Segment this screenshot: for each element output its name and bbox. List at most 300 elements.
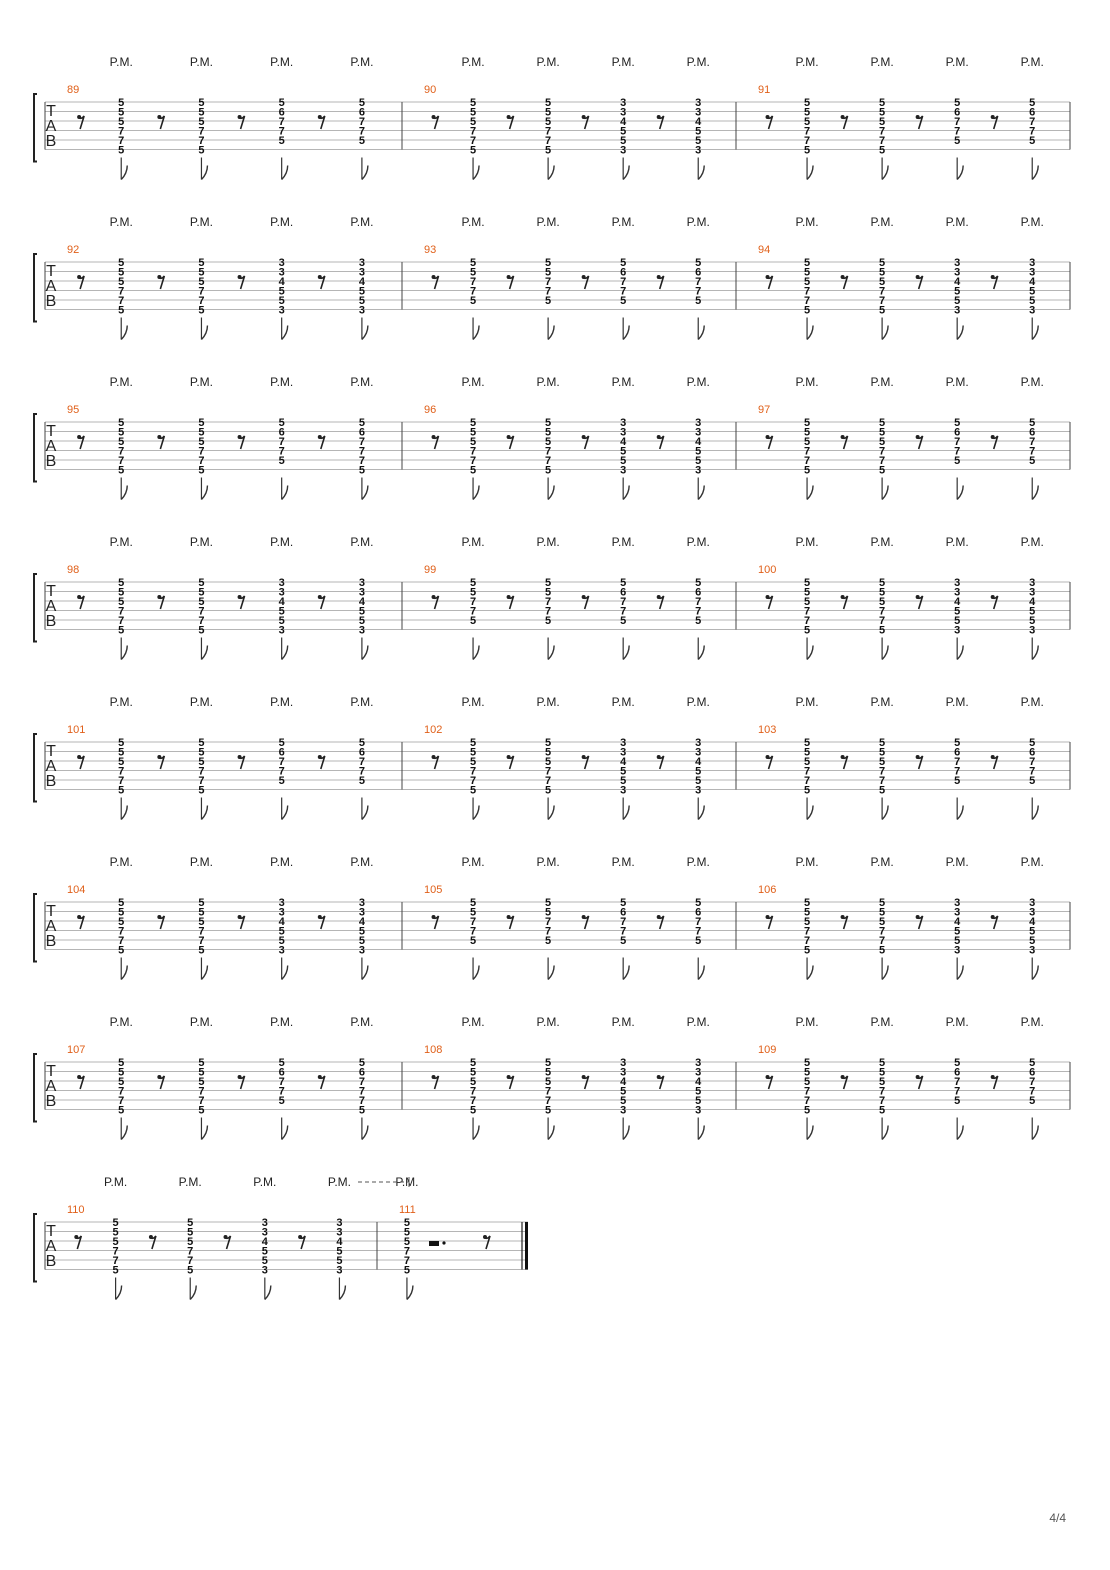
- fret-number: 4: [695, 116, 702, 128]
- eighth-rest-dot: [238, 115, 242, 119]
- palm-mute-label: P.M.: [461, 1015, 485, 1029]
- fret-number: 5: [469, 436, 477, 448]
- note-flag: [548, 806, 554, 820]
- fret-number: 3: [620, 784, 627, 797]
- tab-clef-letter: T: [46, 263, 56, 280]
- fret-number: 5: [545, 417, 552, 429]
- palm-mute-label: P.M.: [109, 535, 133, 549]
- fret-number: 5: [118, 746, 125, 759]
- eighth-rest-dot: [916, 595, 920, 599]
- fret-number: 3: [278, 586, 285, 599]
- fret-number: 3: [358, 897, 365, 909]
- palm-mute-label: P.M.: [461, 215, 485, 229]
- measure-number: 93: [424, 244, 437, 256]
- palm-mute-label: P.M.: [350, 375, 374, 389]
- measure: [67, 1175, 377, 1300]
- palm-mute-label: P.M.: [611, 535, 635, 549]
- note-flag: [473, 806, 479, 820]
- note-flag: [623, 966, 629, 980]
- measure: [67, 695, 402, 820]
- fret-number: 5: [358, 417, 365, 429]
- fret-number: 5: [695, 125, 702, 138]
- fret-number: 5: [469, 906, 477, 919]
- eighth-rest-dot: [841, 595, 845, 599]
- note-flag: [201, 966, 207, 980]
- note-flag: [282, 806, 288, 820]
- eighth-rest-dot: [657, 1075, 661, 1079]
- tab-system: [34, 1175, 528, 1300]
- note-flag: [807, 806, 813, 820]
- note-flag: [807, 646, 813, 660]
- tab-clef-letter: B: [45, 293, 57, 310]
- fret-number: 4: [954, 916, 961, 928]
- fret-number: 3: [620, 144, 627, 157]
- fret-number: 5: [358, 295, 365, 307]
- fret-number: 5: [803, 144, 811, 157]
- fret-number: 5: [620, 765, 627, 778]
- measure-number: 92: [67, 244, 80, 256]
- palm-mute-label: P.M.: [461, 855, 485, 869]
- eighth-rest-dot: [841, 275, 845, 279]
- fret-number: 5: [118, 257, 125, 269]
- fret-number: 5: [469, 97, 477, 109]
- fret-number: 3: [358, 266, 365, 279]
- eighth-rest-dot: [507, 115, 511, 119]
- fret-number: 5: [198, 464, 205, 477]
- fret-number: 5: [879, 746, 886, 759]
- fret-number: 4: [695, 436, 702, 448]
- fret-number: 5: [879, 417, 886, 429]
- fret-number: 3: [695, 464, 702, 477]
- fret-number: 7: [879, 1095, 886, 1107]
- measure: [758, 375, 1070, 500]
- fret-number: 3: [278, 577, 285, 589]
- fret-number: 5: [469, 577, 477, 589]
- fret-number: 7: [695, 605, 702, 618]
- measure-number: 105: [424, 884, 443, 896]
- note-flag: [282, 646, 288, 660]
- tab-clef-letter: T: [46, 423, 56, 440]
- palm-mute-label: P.M.: [270, 855, 294, 869]
- note-flag: [121, 1126, 127, 1140]
- palm-mute-label: P.M.: [1020, 535, 1044, 549]
- fret-number: 5: [803, 276, 811, 288]
- fret-number: 5: [803, 1104, 811, 1117]
- fret-number: 7: [620, 276, 627, 288]
- fret-number: 7: [198, 925, 205, 938]
- fret-number: 5: [803, 417, 811, 429]
- fret-number: 5: [403, 1264, 410, 1277]
- fret-number: 7: [803, 935, 811, 947]
- eighth-rest-dot: [841, 755, 845, 759]
- eighth-rest-dot: [766, 115, 770, 119]
- fret-number: 7: [118, 445, 125, 458]
- fret-number: 7: [469, 916, 477, 928]
- measure: [395, 1175, 528, 1300]
- fret-number: 7: [803, 1085, 811, 1098]
- fret-number: 5: [469, 935, 477, 947]
- fret-number: 7: [545, 125, 552, 138]
- fret-number: 5: [545, 897, 552, 909]
- fret-number: 5: [118, 426, 125, 439]
- fret-number: 3: [278, 624, 285, 637]
- fret-number: 5: [879, 144, 886, 157]
- note-flag: [1032, 646, 1038, 660]
- fret-number: 3: [954, 897, 961, 909]
- fret-number: 5: [695, 1085, 702, 1098]
- fret-number: 4: [1029, 596, 1036, 608]
- measure: [67, 215, 402, 340]
- fret-number: 5: [879, 897, 886, 909]
- fret-number: 3: [358, 257, 365, 269]
- fret-number: 7: [954, 1085, 961, 1098]
- eighth-rest-dot: [432, 275, 436, 279]
- fret-number: 3: [620, 106, 627, 119]
- note-flag: [548, 646, 554, 660]
- note-flag: [473, 486, 479, 500]
- fret-number: 7: [954, 765, 961, 778]
- palm-mute-label: P.M.: [461, 375, 485, 389]
- fret-number: 5: [620, 1085, 627, 1098]
- palm-mute-label: P.M.: [270, 695, 294, 709]
- fret-number: 3: [620, 1104, 627, 1117]
- measure-number: 100: [758, 564, 777, 576]
- palm-mute-label: P.M.: [536, 215, 560, 229]
- fret-number: 7: [278, 436, 285, 448]
- measure: [67, 55, 402, 180]
- fret-number: 7: [118, 925, 125, 938]
- palm-mute-label: P.M.: [795, 855, 819, 869]
- palm-mute-label: P.M.: [611, 1015, 635, 1029]
- fret-number: 3: [954, 624, 961, 637]
- eighth-rest-dot: [991, 595, 995, 599]
- fret-number: 7: [469, 135, 477, 147]
- note-flag: [623, 166, 629, 180]
- note-flag: [698, 806, 704, 820]
- palm-mute-label: P.M.: [536, 55, 560, 69]
- fret-number: 4: [261, 1236, 268, 1248]
- fret-number: 7: [803, 125, 811, 138]
- tab-system: [34, 1015, 1070, 1140]
- note-flag: [957, 646, 963, 660]
- fret-number: 5: [118, 1104, 125, 1117]
- fret-number: 7: [879, 295, 886, 307]
- note-flag: [121, 486, 127, 500]
- eighth-rest-dot: [582, 435, 586, 439]
- fret-number: 7: [545, 445, 552, 458]
- fret-number: 5: [545, 1104, 552, 1117]
- fret-number: 3: [336, 1264, 343, 1277]
- fret-number: 5: [278, 935, 285, 947]
- fret-number: 5: [545, 464, 552, 477]
- fret-number: 5: [278, 615, 285, 627]
- fret-number: 5: [118, 897, 125, 909]
- fret-number: 7: [198, 285, 205, 298]
- fret-number: 7: [118, 125, 125, 138]
- note-flag: [1032, 166, 1038, 180]
- fret-number: 5: [198, 756, 205, 768]
- palm-mute-label: P.M.: [270, 375, 294, 389]
- fret-number: 7: [1029, 445, 1036, 458]
- fret-number: 3: [695, 1057, 702, 1069]
- eighth-rest-dot: [157, 755, 161, 759]
- eighth-rest-dot: [766, 1075, 770, 1079]
- fret-number: 7: [198, 605, 205, 618]
- fret-number: 5: [1029, 935, 1036, 947]
- eighth-rest-dot: [77, 1075, 81, 1079]
- palm-mute-label: P.M.: [945, 855, 969, 869]
- eighth-rest-dot: [238, 915, 242, 919]
- fret-number: 5: [118, 464, 125, 477]
- fret-number: 5: [469, 1076, 477, 1088]
- measure-number: 89: [67, 84, 80, 96]
- note-flag: [957, 486, 963, 500]
- palm-mute-label: P.M.: [350, 55, 374, 69]
- fret-number: 5: [545, 586, 552, 599]
- fret-number: 5: [545, 1066, 552, 1079]
- palm-mute-label: P.M.: [327, 1175, 351, 1189]
- note-flag: [623, 646, 629, 660]
- fret-number: 5: [469, 426, 477, 439]
- note-flag: [121, 806, 127, 820]
- measure-number: 104: [67, 884, 86, 896]
- fret-number: 7: [278, 1085, 285, 1098]
- palm-mute-label: P.M.: [189, 855, 214, 869]
- palm-mute-label: P.M.: [611, 855, 635, 869]
- fret-number: 3: [1029, 304, 1036, 317]
- note-flag: [807, 326, 813, 340]
- fret-number: 5: [118, 1066, 125, 1079]
- note-flag: [121, 326, 127, 340]
- note-flag: [362, 486, 368, 500]
- fret-number: 5: [198, 916, 205, 928]
- fret-number: 5: [278, 295, 285, 307]
- note-flag: [882, 966, 888, 980]
- fret-number: 5: [358, 135, 365, 147]
- fret-number: 5: [803, 304, 811, 317]
- measure-number: 91: [758, 84, 771, 96]
- fret-number: 7: [695, 925, 702, 938]
- fret-number: 3: [1029, 624, 1036, 637]
- fret-number: 5: [620, 897, 627, 909]
- palm-mute-label: P.M.: [945, 375, 969, 389]
- palm-mute-label: P.M.: [109, 375, 133, 389]
- fret-number: 6: [620, 906, 627, 919]
- fret-number: 7: [954, 445, 961, 458]
- palm-mute-label: P.M.: [870, 55, 894, 69]
- eighth-rest-dot: [238, 755, 242, 759]
- palm-mute-label: P.M.: [795, 375, 819, 389]
- fret-number: 4: [954, 596, 961, 608]
- note-flag: [116, 1286, 122, 1300]
- fret-number: 5: [469, 586, 477, 599]
- fret-number: 3: [1029, 897, 1036, 909]
- fret-number: 5: [118, 1076, 125, 1088]
- eighth-rest-dot: [318, 275, 322, 279]
- system-bracket: [34, 414, 37, 482]
- palm-mute-label: P.M.: [611, 375, 635, 389]
- palm-mute-label: P.M.: [795, 55, 819, 69]
- fret-number: 5: [879, 116, 886, 128]
- fret-number: 3: [695, 746, 702, 759]
- fret-number: 3: [620, 746, 627, 759]
- eighth-rest-dot: [766, 595, 770, 599]
- fret-number: 5: [118, 144, 125, 157]
- fret-number: 5: [198, 596, 205, 608]
- tab-clef-letter: B: [45, 133, 57, 150]
- fret-number: 5: [620, 1095, 627, 1107]
- eighth-rest-dot: [432, 595, 436, 599]
- fret-number: 5: [358, 737, 365, 749]
- fret-number: 4: [278, 276, 285, 288]
- note-flag: [201, 326, 207, 340]
- fret-number: 7: [545, 765, 552, 778]
- tab-system: [34, 535, 1070, 660]
- fret-number: 7: [620, 605, 627, 618]
- fret-number: 6: [954, 106, 961, 119]
- fret-number: 7: [118, 615, 125, 627]
- fret-number: 3: [954, 304, 961, 317]
- fret-number: 7: [118, 765, 125, 778]
- tab-clef-letter: B: [45, 933, 57, 950]
- fret-number: 5: [803, 784, 811, 797]
- fret-number: 7: [198, 935, 205, 947]
- palm-mute-label: P.M.: [870, 535, 894, 549]
- fret-number: 5: [803, 266, 811, 279]
- fret-number: 5: [358, 464, 365, 477]
- fret-number: 7: [358, 765, 365, 778]
- tab-clef-letter: B: [45, 613, 57, 630]
- fret-number: 5: [954, 925, 961, 938]
- eighth-rest-dot: [77, 115, 81, 119]
- fret-number: 6: [954, 746, 961, 759]
- note-flag: [1032, 326, 1038, 340]
- fret-number: 5: [803, 737, 811, 749]
- fret-number: 7: [545, 455, 552, 467]
- palm-mute-label: P.M.: [611, 55, 635, 69]
- fret-number: 5: [545, 615, 552, 627]
- fret-number: 5: [545, 144, 552, 157]
- fret-number: 7: [1029, 125, 1036, 138]
- tab-system: [34, 375, 1070, 500]
- fret-number: 5: [198, 417, 205, 429]
- fret-number: 5: [198, 436, 205, 448]
- fret-number: 5: [278, 135, 285, 147]
- fret-number: 5: [278, 925, 285, 938]
- eighth-rest-dot: [77, 595, 81, 599]
- palm-mute-label: P.M.: [870, 695, 894, 709]
- palm-mute-label: P.M.: [350, 215, 374, 229]
- palm-mute-label: P.M.: [1020, 215, 1044, 229]
- eighth-rest-dot: [991, 435, 995, 439]
- fret-number: 7: [545, 925, 552, 938]
- note-flag: [201, 806, 207, 820]
- fret-number: 7: [879, 285, 886, 298]
- fret-number: 5: [198, 276, 205, 288]
- fret-number: 5: [545, 906, 552, 919]
- fret-number: 5: [198, 106, 205, 119]
- fret-number: 5: [278, 285, 285, 298]
- fret-number: 5: [358, 775, 365, 787]
- note-flag: [1032, 806, 1038, 820]
- palm-mute-label: P.M.: [870, 1015, 894, 1029]
- fret-number: 7: [118, 1085, 125, 1098]
- note-flag: [407, 1286, 413, 1300]
- fret-number: 5: [620, 257, 627, 269]
- palm-mute-label: P.M.: [611, 215, 635, 229]
- palm-mute-label: P.M.: [536, 695, 560, 709]
- fret-number: 7: [187, 1245, 194, 1258]
- fret-number: 7: [879, 125, 886, 138]
- tab-clef-letter: A: [45, 118, 57, 135]
- fret-number: 5: [198, 624, 205, 637]
- fret-number: 3: [358, 586, 365, 599]
- fret-number: 5: [1029, 135, 1036, 147]
- palm-mute-label: P.M.: [350, 695, 374, 709]
- palm-mute-label: P.M.: [109, 1015, 133, 1029]
- palm-mute-label: P.M.: [870, 375, 894, 389]
- eighth-rest-dot: [657, 755, 661, 759]
- tab-clef-letter: B: [45, 773, 57, 790]
- fret-number: 5: [803, 756, 811, 768]
- note-flag: [362, 646, 368, 660]
- note-flag: [121, 966, 127, 980]
- fret-number: 6: [358, 106, 365, 119]
- note-flag: [698, 166, 704, 180]
- fret-number: 6: [358, 1066, 365, 1079]
- measure: [67, 375, 402, 500]
- fret-number: 7: [545, 135, 552, 147]
- palm-mute-label: P.M.: [686, 375, 710, 389]
- fret-number: 3: [620, 1066, 627, 1079]
- fret-number: 6: [620, 266, 627, 279]
- measure: [424, 215, 736, 340]
- fret-number: 4: [620, 436, 627, 448]
- fret-number: 5: [469, 1066, 477, 1079]
- measure-number: 111: [399, 1204, 416, 1216]
- fret-number: 7: [278, 1076, 285, 1088]
- note-flag: [362, 166, 368, 180]
- fret-number: 7: [1029, 1085, 1036, 1098]
- fret-number: 5: [803, 1066, 811, 1079]
- fret-number: 5: [187, 1264, 194, 1277]
- fret-number: 5: [620, 135, 627, 147]
- fret-number: 4: [278, 916, 285, 928]
- fret-number: 7: [469, 455, 477, 467]
- fret-number: 5: [198, 944, 205, 957]
- eighth-rest-dot: [432, 435, 436, 439]
- fret-number: 3: [620, 737, 627, 749]
- fret-number: 5: [879, 916, 886, 928]
- palm-mute-label: P.M.: [104, 1175, 128, 1189]
- palm-mute-label: P.M.: [945, 535, 969, 549]
- fret-number: 5: [198, 577, 205, 589]
- palm-mute-label: P.M.: [686, 55, 710, 69]
- fret-number: 5: [879, 426, 886, 439]
- tab-clef-letter: T: [46, 1063, 56, 1080]
- fret-number: 5: [803, 1057, 811, 1069]
- tab-clef-letter: T: [46, 103, 56, 120]
- tab-clef-letter: A: [45, 1078, 57, 1095]
- measure-number: 101: [67, 724, 86, 736]
- fret-number: 5: [879, 106, 886, 119]
- eighth-rest-dot: [238, 435, 242, 439]
- fret-number: 5: [198, 266, 205, 279]
- measure: [758, 535, 1070, 660]
- fret-number: 7: [469, 285, 477, 298]
- eighth-rest-dot: [916, 915, 920, 919]
- fret-number: 7: [803, 605, 811, 618]
